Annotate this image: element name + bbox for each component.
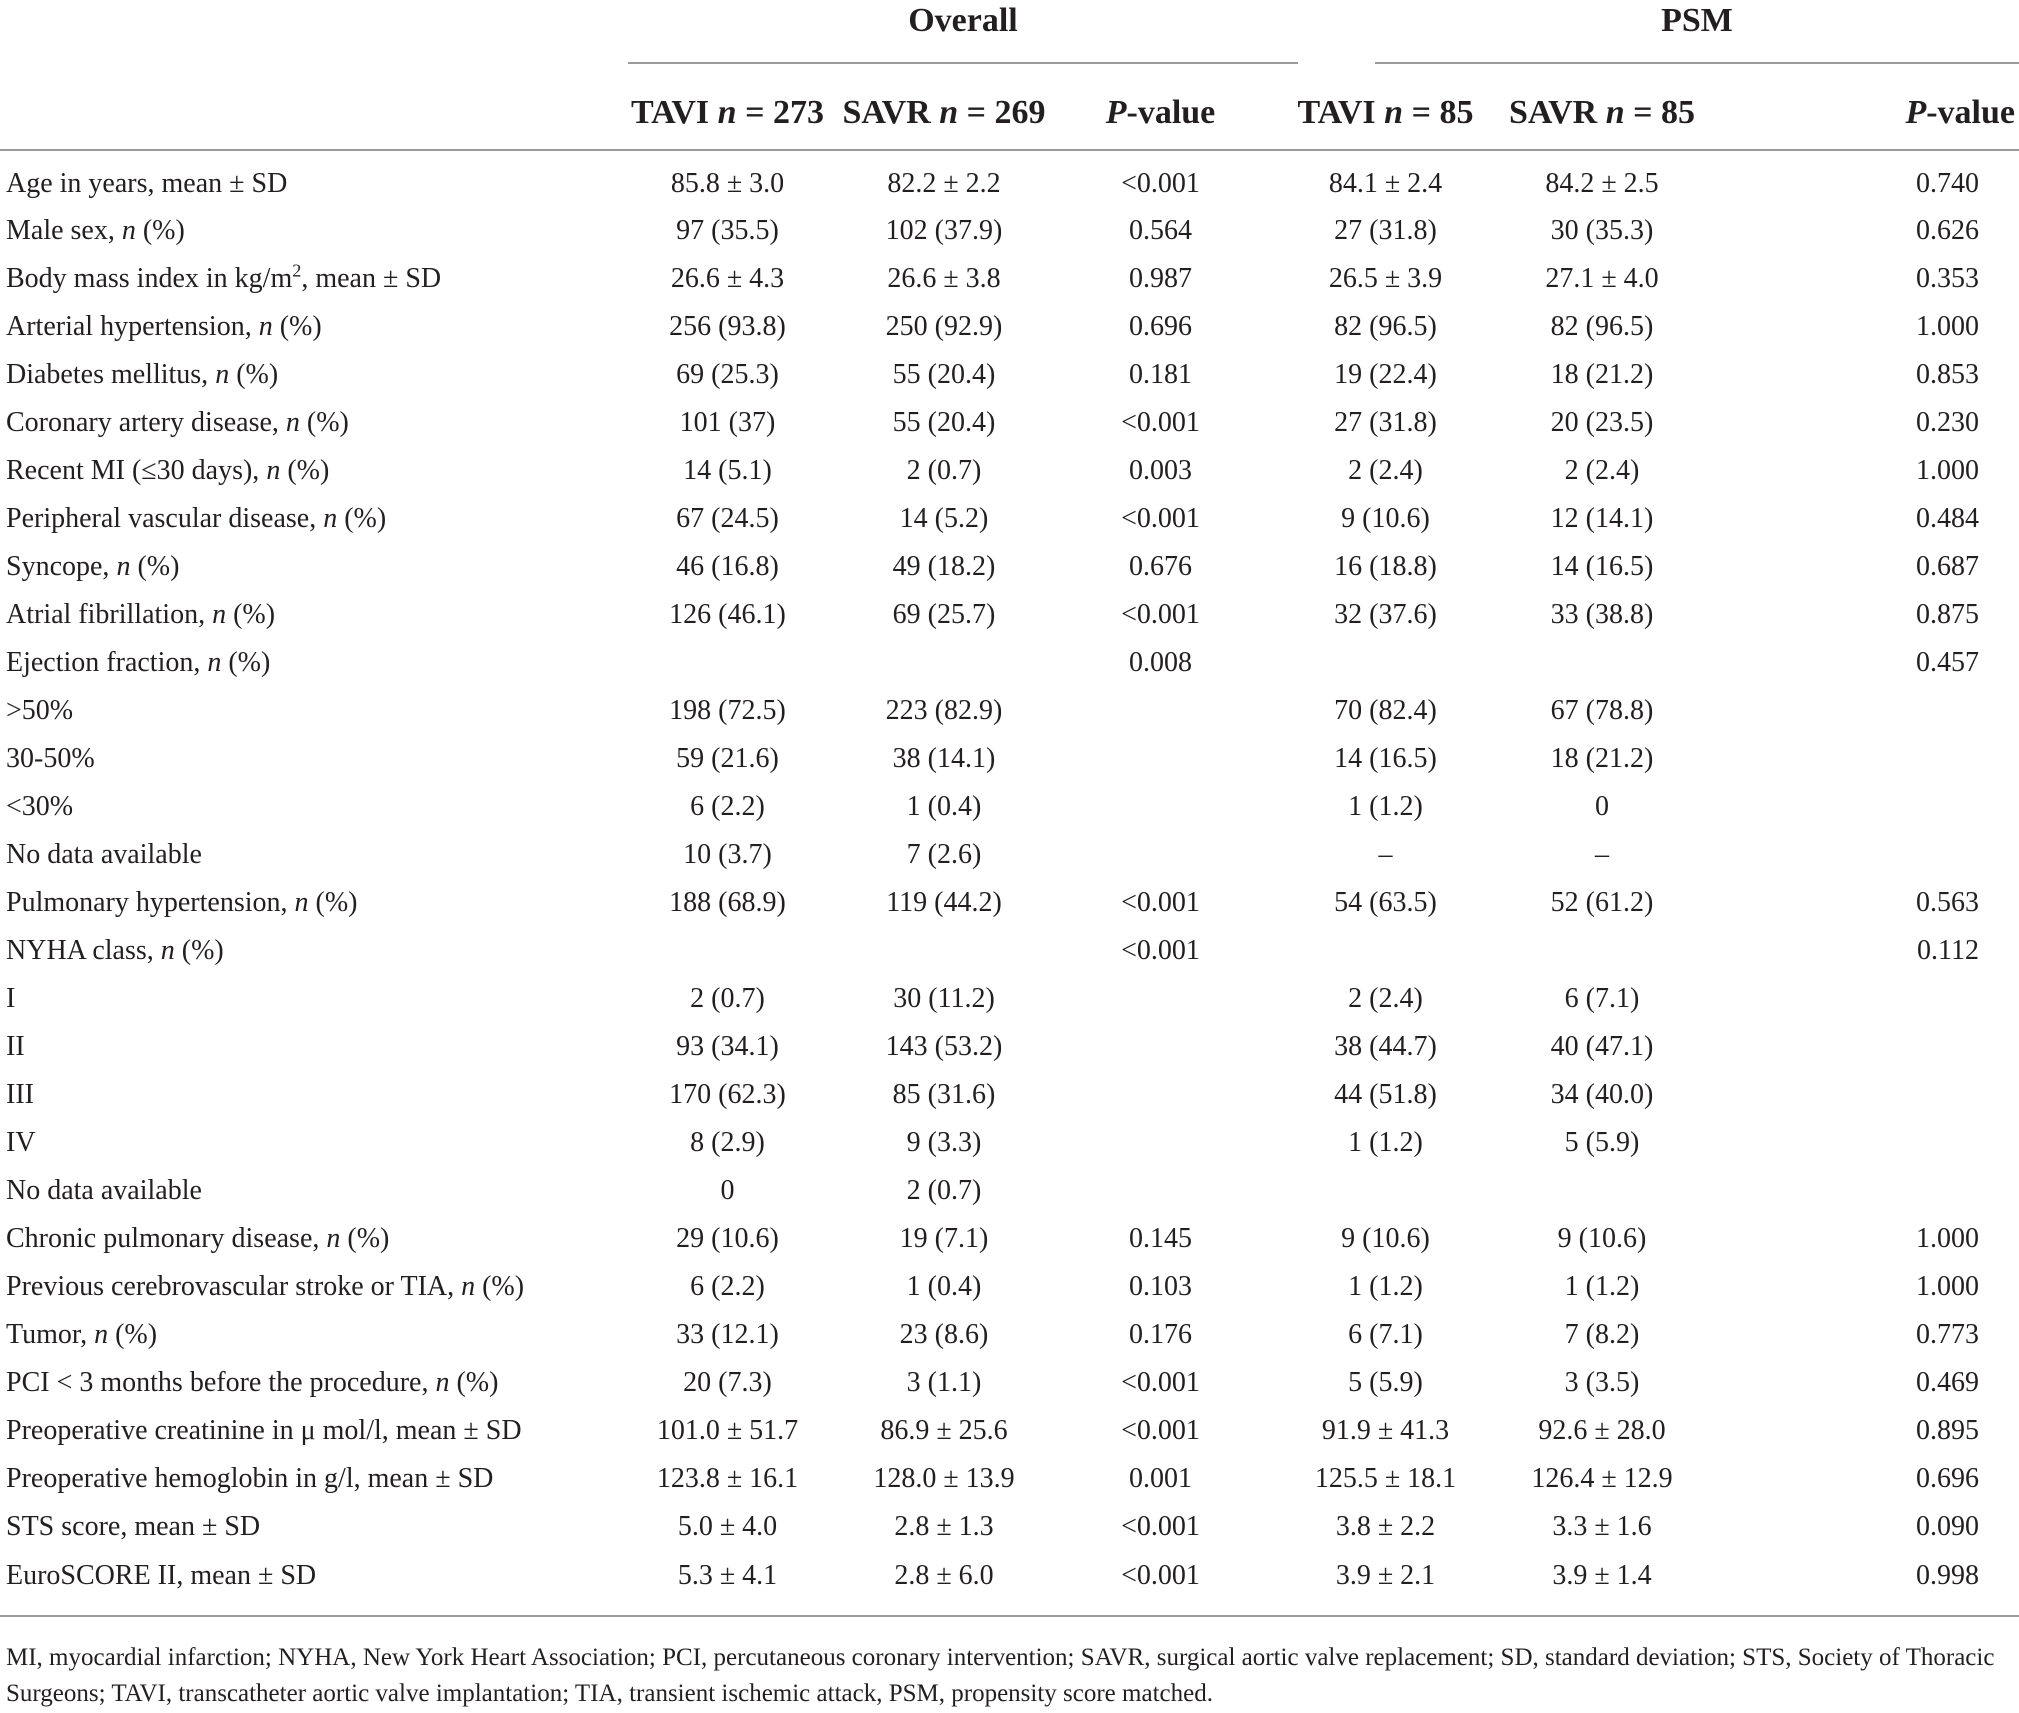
table-cell: 38 (44.7) xyxy=(1334,1031,1437,1062)
table-cell: 2 (2.4) xyxy=(1348,983,1423,1014)
table-cell: 5.3 ± 4.1 xyxy=(615,1551,840,1616)
table-row xyxy=(0,1455,2019,1503)
header-savr-psm: SAVR n = 85 xyxy=(1498,76,1706,150)
group-header-overall: Overall xyxy=(908,2,1018,39)
row-label: Coronary artery disease, n (%) xyxy=(6,407,349,438)
row-label: Pulmonary hypertension, n (%) xyxy=(6,887,358,918)
table-cell: 198 (72.5) xyxy=(669,695,786,726)
table-cell: 0.112 xyxy=(1917,935,1979,966)
table-cell: 6 (2.2) xyxy=(690,1271,765,1302)
table-cell: 5 (5.9) xyxy=(1564,1127,1640,1158)
row-label: Preoperative hemoglobin in g/l, mean ± SD xyxy=(6,1463,494,1494)
table-cell xyxy=(1498,927,1706,975)
table-row xyxy=(0,351,2019,399)
row-label: II xyxy=(6,1031,25,1062)
table-cell xyxy=(1048,687,1273,735)
table-cell: 92.6 ± 28.0 xyxy=(1538,1415,1666,1446)
row-label: Previous cerebrovascular stroke or TIA, n (%) xyxy=(6,1271,525,1302)
table-cell: 52 (61.2) xyxy=(1550,887,1654,918)
table-cell: 44 (51.8) xyxy=(1334,1079,1437,1110)
table-cell xyxy=(1048,735,1273,783)
row-label: Atrial fibrillation, n (%) xyxy=(6,599,276,630)
table-cell: 33 (38.8) xyxy=(1550,599,1654,630)
table-cell: 101 (37) xyxy=(679,407,776,438)
table-row xyxy=(0,783,2019,831)
table-footnote: MI, myocardial infarction; NYHA, New York Heart Association; PCI, percutaneous coronary intervention; SAVR, surgical aortic valve replacement; SD, standard deviation; STS, Society of Thoracic Surgeons; TAVI, transcatheter aortic valve implantation; TIA, transient ischemic attack, PSM, propensity score matched. xyxy=(6,1644,1995,1707)
table-row xyxy=(0,1263,2019,1311)
table-cell: 0.563 xyxy=(1916,887,1979,918)
table-cell: 67 (24.5) xyxy=(676,503,779,534)
table-cell: 1 (1.2) xyxy=(1348,1127,1423,1158)
table-cell: <0.001 xyxy=(1121,935,1200,966)
table-row xyxy=(0,207,2019,255)
table-cell: 30 (11.2) xyxy=(893,983,995,1014)
table-cell: 0.469 xyxy=(1916,1367,1979,1398)
table-cell xyxy=(1706,1023,2019,1071)
header-tavi-overall: TAVI n = 273 xyxy=(615,76,840,150)
table-cell: 3.8 ± 2.2 xyxy=(1335,1511,1436,1542)
table-cell: 86.9 ± 25.6 xyxy=(880,1415,1008,1446)
table-cell: 55 (20.4) xyxy=(892,359,996,390)
table-cell: 1.000 xyxy=(1916,1271,1979,1302)
table-cell: 0.626 xyxy=(1916,215,1979,246)
table-cell: 0.773 xyxy=(1916,1319,1979,1350)
table-row xyxy=(0,1071,2019,1119)
table-cell: 0.103 xyxy=(1129,1271,1192,1302)
table-cell: 7 (2.6) xyxy=(906,839,982,870)
table-cell xyxy=(840,927,1048,975)
table-cell: 3.3 ± 1.6 xyxy=(1552,1511,1652,1542)
table-cell: – xyxy=(1378,839,1393,870)
table-cell: <0.001 xyxy=(1121,503,1200,534)
table-cell: 6 (2.2) xyxy=(690,791,765,822)
table-row xyxy=(0,150,2019,207)
table-cell: 6 (7.1) xyxy=(1564,983,1640,1014)
table-cell: <0.001 xyxy=(1121,1511,1200,1542)
table-cell xyxy=(1706,975,2019,1023)
table-row xyxy=(0,399,2019,447)
table-cell: 1 (1.2) xyxy=(1564,1271,1640,1302)
table-cell: 0.176 xyxy=(1129,1319,1192,1350)
table-cell xyxy=(1498,639,1706,687)
table-cell: 1 (1.2) xyxy=(1348,1271,1423,1302)
table-cell: 84.1 ± 2.4 xyxy=(1328,168,1443,199)
table-cell: 14 (16.5) xyxy=(1550,551,1654,582)
table-cell: 0.696 xyxy=(1916,1463,1979,1494)
table-cell: 1 (1.2) xyxy=(1348,791,1423,822)
table-row xyxy=(0,687,2019,735)
table-cell: 0.853 xyxy=(1916,359,1979,390)
table-cell: 0.696 xyxy=(1129,311,1192,342)
table-row xyxy=(0,1023,2019,1071)
table-cell: 16 (18.8) xyxy=(1334,551,1437,582)
row-label: Syncope, n (%) xyxy=(6,551,180,582)
table-cell: 26.6 ± 3.8 xyxy=(887,263,1001,294)
header-variable xyxy=(0,76,615,150)
table-cell: 18 (21.2) xyxy=(1550,359,1654,390)
table-row xyxy=(0,1119,2019,1167)
row-label: Chronic pulmonary disease, n (%) xyxy=(6,1223,390,1254)
group-rule-psm xyxy=(1375,62,2019,64)
table-row xyxy=(0,303,2019,351)
table-cell: 82 (96.5) xyxy=(1550,311,1654,342)
table-row xyxy=(0,927,2019,975)
table-cell: 0.145 xyxy=(1129,1223,1192,1254)
header-savr-overall: SAVR n = 269 xyxy=(840,76,1048,150)
table-cell: 3.9 ± 1.4 xyxy=(1498,1551,1706,1616)
row-label: Peripheral vascular disease, n (%) xyxy=(6,503,387,534)
table-cell: 19 (7.1) xyxy=(899,1223,989,1254)
table-cell: 70 (82.4) xyxy=(1334,695,1437,726)
table-cell: 0.687 xyxy=(1916,551,1979,582)
row-label: <30% xyxy=(6,791,74,822)
row-label: PCI < 3 months before the procedure, n (%) xyxy=(6,1367,499,1398)
table-row xyxy=(0,543,2019,591)
table-cell: 143 (53.2) xyxy=(885,1031,1003,1062)
table-cell xyxy=(840,639,1048,687)
table-row xyxy=(0,255,2019,303)
table-cell: 7 (8.2) xyxy=(1564,1319,1640,1350)
table-cell: 2 (2.4) xyxy=(1348,455,1423,486)
table-cell: 128.0 ± 13.9 xyxy=(873,1463,1015,1494)
table-cell: 0.001 xyxy=(1129,1463,1192,1494)
table-cell: 0.181 xyxy=(1129,359,1192,390)
table-cell: 14 (5.2) xyxy=(899,503,989,534)
table-cell: 91.9 ± 41.3 xyxy=(1321,1415,1450,1446)
table-row xyxy=(0,1215,2019,1263)
table-row xyxy=(0,1503,2019,1551)
table-cell: 55 (20.4) xyxy=(892,407,996,438)
table-row xyxy=(0,735,2019,783)
table-cell: 27 (31.8) xyxy=(1334,407,1437,438)
row-label: Ejection fraction, n (%) xyxy=(6,647,271,678)
table-cell: 1.000 xyxy=(1916,455,1979,486)
table-row xyxy=(0,1551,2019,1616)
row-label: IV xyxy=(6,1127,36,1158)
table-cell xyxy=(1048,1023,1273,1071)
table-cell: 119 (44.2) xyxy=(886,887,1002,918)
row-label: Age in years, mean ± SD xyxy=(6,168,288,199)
table-cell: 14 (16.5) xyxy=(1334,743,1437,774)
table-row xyxy=(0,1359,2019,1407)
table-cell: 0.003 xyxy=(1129,455,1192,486)
table-cell: <0.001 xyxy=(1121,168,1200,199)
table-cell xyxy=(1048,831,1273,879)
table-cell xyxy=(1048,1071,1273,1119)
table-row xyxy=(0,1407,2019,1455)
table-cell: 85.8 ± 3.0 xyxy=(670,168,785,199)
table-cell xyxy=(1048,1119,1273,1167)
table-cell xyxy=(615,927,840,975)
row-label: 30-50% xyxy=(6,743,95,774)
table-cell xyxy=(1048,975,1273,1023)
table-cell: 23 (8.6) xyxy=(899,1319,989,1350)
group-header-psm: PSM xyxy=(1661,2,1733,39)
table-row xyxy=(0,831,2019,879)
baseline-characteristics-table xyxy=(0,76,2019,1617)
table-cell: 5.0 ± 4.0 xyxy=(677,1511,778,1542)
table-cell: 1 (0.4) xyxy=(906,1271,982,1302)
table-cell: – xyxy=(1595,839,1609,870)
table-cell xyxy=(1273,639,1498,687)
table-cell: 0.740 xyxy=(1916,168,1979,199)
table-cell: 59 (21.6) xyxy=(676,743,779,774)
table-cell: 1.000 xyxy=(1916,311,1979,342)
table-cell xyxy=(1706,783,2019,831)
table-cell: 38 (14.1) xyxy=(892,743,996,774)
table-cell: 84.2 ± 2.5 xyxy=(1545,168,1659,199)
row-label: Arterial hypertension, n (%) xyxy=(6,311,322,342)
table-cell: 26.6 ± 4.3 xyxy=(670,263,785,294)
table-cell: 49 (18.2) xyxy=(892,551,996,582)
table-cell: 1 (0.4) xyxy=(906,791,982,822)
table-cell: 0.484 xyxy=(1916,503,1979,534)
table-cell: 101.0 ± 51.7 xyxy=(656,1415,799,1446)
table-cell: 1.000 xyxy=(1916,1223,1979,1254)
table-cell: 102 (37.9) xyxy=(885,215,1003,246)
table-cell: 223 (82.9) xyxy=(885,695,1003,726)
table-cell: <0.001 xyxy=(1121,407,1200,438)
table-cell: 126 (46.1) xyxy=(669,599,786,630)
table-cell: 5 (5.9) xyxy=(1348,1367,1423,1398)
table-cell: 256 (93.8) xyxy=(669,311,786,342)
table-cell: 3.9 ± 2.1 xyxy=(1273,1551,1498,1616)
table-cell xyxy=(1706,1167,2019,1215)
table-cell: 27 (31.8) xyxy=(1334,215,1437,246)
table-cell: 69 (25.7) xyxy=(892,599,996,630)
row-label: Recent MI (≤30 days), n (%) xyxy=(6,455,330,486)
table-cell: 9 (10.6) xyxy=(1341,1223,1430,1254)
table-cell xyxy=(1048,1167,1273,1215)
table-cell xyxy=(615,639,840,687)
header-pvalue-psm: P-value xyxy=(1706,76,2019,150)
table-cell: 85 (31.6) xyxy=(892,1079,996,1110)
table-cell: 188 (68.9) xyxy=(669,887,786,918)
table-row xyxy=(0,639,2019,687)
table-cell xyxy=(1498,1167,1706,1215)
table-cell xyxy=(1273,1167,1498,1215)
table-cell xyxy=(1706,1071,2019,1119)
table-cell xyxy=(1273,927,1498,975)
table-cell: 0.676 xyxy=(1129,551,1192,582)
table-cell: 0.998 xyxy=(1706,1551,2019,1616)
table-cell: 33 (12.1) xyxy=(676,1319,779,1350)
table-cell: 0 xyxy=(1595,791,1609,822)
table-cell: 20 (7.3) xyxy=(683,1367,772,1398)
table-cell: 170 (62.3) xyxy=(669,1079,786,1110)
table-cell: 18 (21.2) xyxy=(1550,743,1654,774)
table-row xyxy=(0,1167,2019,1215)
table-cell: 0 xyxy=(720,1175,735,1206)
row-label: >50% xyxy=(6,695,74,726)
table-row xyxy=(0,591,2019,639)
table-row xyxy=(0,879,2019,927)
table-cell: 6 (7.1) xyxy=(1348,1319,1423,1350)
table-cell: 10 (3.7) xyxy=(683,839,772,870)
table-cell: 0.987 xyxy=(1129,263,1192,294)
header-pvalue-overall: P-value xyxy=(1048,76,1273,150)
table-cell: 9 (10.6) xyxy=(1557,1223,1647,1254)
table-cell: 67 (78.8) xyxy=(1550,695,1654,726)
table-cell: 12 (14.1) xyxy=(1550,503,1654,534)
table-cell: 8 (2.9) xyxy=(690,1127,765,1158)
table-cell xyxy=(1706,831,2019,879)
table-cell: 29 (10.6) xyxy=(676,1223,779,1254)
table-row xyxy=(0,495,2019,543)
table-cell: 97 (35.5) xyxy=(676,215,779,246)
table-cell: 0.457 xyxy=(1916,647,1979,678)
row-label: III xyxy=(6,1079,34,1110)
table-cell: 30 (35.3) xyxy=(1550,215,1654,246)
table-cell: 3 (1.1) xyxy=(906,1367,982,1398)
table-cell: 34 (40.0) xyxy=(1550,1079,1654,1110)
header-tavi-psm: TAVI n = 85 xyxy=(1273,76,1498,150)
table-cell xyxy=(1706,735,2019,783)
table-cell: 126.4 ± 12.9 xyxy=(1531,1463,1673,1494)
table-cell: 27.1 ± 4.0 xyxy=(1545,263,1659,294)
table-cell: 2 (0.7) xyxy=(690,983,765,1014)
table-cell: 2.8 ± 6.0 xyxy=(840,1551,1048,1616)
column-header-row xyxy=(0,76,2019,150)
table-cell: <0.001 xyxy=(1121,1415,1200,1446)
table-cell xyxy=(1706,1119,2019,1167)
table-cell: 0.090 xyxy=(1916,1511,1979,1542)
table-cell: 3 (3.5) xyxy=(1564,1367,1640,1398)
table-row xyxy=(0,975,2019,1023)
row-label: EuroSCORE II, mean ± SD xyxy=(0,1551,615,1616)
table-row xyxy=(0,447,2019,495)
table-cell: 2 (2.4) xyxy=(1564,455,1640,486)
row-label: No data available xyxy=(6,1175,202,1206)
table-cell: 0.895 xyxy=(1916,1415,1979,1446)
row-label: Preoperative creatinine in μ mol/l, mean ± SD xyxy=(6,1415,522,1446)
table-cell: <0.001 xyxy=(1121,1367,1200,1398)
table-cell: <0.001 xyxy=(1048,1551,1273,1616)
table-cell: 9 (3.3) xyxy=(906,1127,982,1158)
row-label: Male sex, n (%) xyxy=(6,215,185,246)
table-cell: 82.2 ± 2.2 xyxy=(887,168,1001,199)
row-label: Body mass index in $kg/m^2$, mean ± SD xyxy=(6,260,442,294)
table-cell: 32 (37.6) xyxy=(1334,599,1437,630)
row-label: STS score, mean ± SD xyxy=(6,1511,261,1542)
table-cell: 9 (10.6) xyxy=(1341,503,1430,534)
table-body xyxy=(0,150,2019,1616)
row-label: No data available xyxy=(6,839,202,870)
table-cell: 0.875 xyxy=(1916,599,1979,630)
table-row xyxy=(0,1311,2019,1359)
table-cell: 0.008 xyxy=(1129,647,1192,678)
table-cell: <0.001 xyxy=(1121,887,1200,918)
table-cell: 2 (0.7) xyxy=(906,455,982,486)
table-cell: 93 (34.1) xyxy=(676,1031,779,1062)
table-cell: 26.5 ± 3.9 xyxy=(1328,263,1443,294)
table-cell: 250 (92.9) xyxy=(885,311,1003,342)
table-cell: 125.5 ± 18.1 xyxy=(1314,1463,1457,1494)
table-cell: 0.230 xyxy=(1916,407,1979,438)
row-label: NYHA class, n (%) xyxy=(6,935,224,966)
table-cell: 46 (16.8) xyxy=(676,551,779,582)
group-rule-overall xyxy=(628,62,1298,64)
table-cell: <0.001 xyxy=(1121,599,1200,630)
table-cell xyxy=(1048,783,1273,831)
table-cell: 0.564 xyxy=(1129,215,1192,246)
row-label: Tumor, n (%) xyxy=(6,1319,158,1350)
table-cell: 14 (5.1) xyxy=(683,455,772,486)
row-label: I xyxy=(6,983,16,1014)
table-cell: 20 (23.5) xyxy=(1550,407,1654,438)
table-cell: 69 (25.3) xyxy=(676,359,779,390)
table-cell: 2.8 ± 1.3 xyxy=(894,1511,994,1542)
table-cell: 0.353 xyxy=(1916,263,1979,294)
table-cell xyxy=(1706,687,2019,735)
row-label: Diabetes mellitus, n (%) xyxy=(6,359,279,390)
table-cell: 40 (47.1) xyxy=(1550,1031,1654,1062)
table-cell: 82 (96.5) xyxy=(1334,311,1437,342)
table-cell: 123.8 ± 16.1 xyxy=(656,1463,799,1494)
table-cell: 19 (22.4) xyxy=(1334,359,1437,390)
table-cell: 54 (63.5) xyxy=(1334,887,1437,918)
table-cell: 2 (0.7) xyxy=(906,1175,982,1206)
